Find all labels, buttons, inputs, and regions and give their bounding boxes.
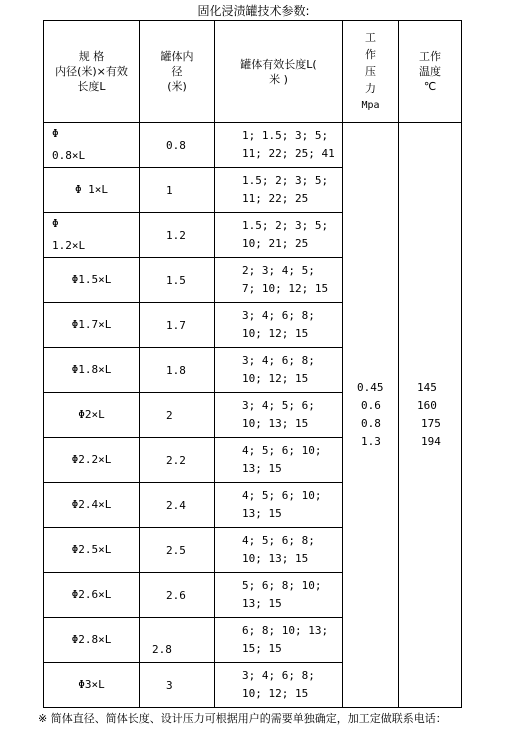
table-row: [44, 123, 462, 168]
diameter-cell: 2.4: [140, 483, 215, 528]
spec-cell: Φ2.5×L: [44, 528, 140, 573]
header-spec: 规 格 内径(米)×有效 长度L: [44, 21, 140, 123]
diameter-cell: 1: [140, 168, 215, 213]
diameter-cell: 2.5: [140, 528, 215, 573]
header-pressure: 工 作 压 力 Mpa: [343, 21, 399, 123]
temperature-cell: 145 160 175 194: [399, 123, 462, 708]
diameter-cell: 1.5: [140, 258, 215, 303]
lengths-cell: 1.5; 2; 3; 5; 11; 22; 25: [215, 168, 343, 213]
lengths-cell: 3; 4; 6; 8; 10; 12; 15: [215, 303, 343, 348]
footnote: ※ 简体直径、简体长度、设计压力可根据用户的需要单独确定，加工定做联系电话：: [38, 712, 447, 725]
diameter-cell: 2.2: [140, 438, 215, 483]
lengths-cell: 6; 8; 10; 13; 15; 15: [215, 618, 343, 663]
spec-table: [43, 20, 462, 708]
spec-cell: Φ2.6×L: [44, 573, 140, 618]
spec-cell: Φ1.5×L: [44, 258, 140, 303]
spec-cell: Φ3×L: [44, 663, 140, 708]
header-inner-diameter: 罐体内 径 (米): [140, 21, 215, 123]
lengths-cell: 3; 4; 5; 6; 10; 13; 15: [215, 393, 343, 438]
diameter-cell: 2: [140, 393, 215, 438]
diameter-cell: 2.8: [140, 618, 215, 663]
spec-cell: Φ2.2×L: [44, 438, 140, 483]
diameter-cell: 1.8: [140, 348, 215, 393]
spec-cell: Φ2.4×L: [44, 483, 140, 528]
diameter-cell: 1.7: [140, 303, 215, 348]
lengths-cell: 4; 5; 6; 8; 10; 13; 15: [215, 528, 343, 573]
spec-cell: Φ2×L: [44, 393, 140, 438]
spec-cell: Φ 1×L: [44, 168, 140, 213]
lengths-cell: 2; 3; 4; 5; 7; 10; 12; 15: [215, 258, 343, 303]
lengths-cell: 1; 1.5; 3; 5; 11; 22; 25; 41: [215, 123, 343, 168]
spec-cell: Φ 0.8×L: [44, 123, 140, 168]
header-temperature: 工作 温度 ℃: [399, 21, 462, 123]
lengths-cell: 5; 6; 8; 10; 13; 15: [215, 573, 343, 618]
page-title: 固化浸渍罐技术参数:: [197, 4, 310, 18]
spec-cell: Φ 1.2×L: [44, 213, 140, 258]
lengths-cell: 4; 5; 6; 10; 13; 15: [215, 483, 343, 528]
diameter-cell: 0.8: [140, 123, 215, 168]
diameter-cell: 3: [140, 663, 215, 708]
lengths-cell: 3; 4; 6; 8; 10; 12; 15: [215, 663, 343, 708]
diameter-cell: 2.6: [140, 573, 215, 618]
spec-cell: Φ1.8×L: [44, 348, 140, 393]
header-row: [44, 21, 462, 123]
spec-cell: Φ2.8×L: [44, 618, 140, 663]
diameter-cell: 1.2: [140, 213, 215, 258]
lengths-cell: 3; 4; 6; 8; 10; 12; 15: [215, 348, 343, 393]
pressure-cell: 0.45 0.6 0.8 1.3: [343, 123, 399, 708]
lengths-cell: 1.5; 2; 3; 5; 10; 21; 25: [215, 213, 343, 258]
header-effective-length: 罐体有效长度L( 米 ): [215, 21, 343, 123]
lengths-cell: 4; 5; 6; 10; 13; 15: [215, 438, 343, 483]
spec-cell: Φ1.7×L: [44, 303, 140, 348]
